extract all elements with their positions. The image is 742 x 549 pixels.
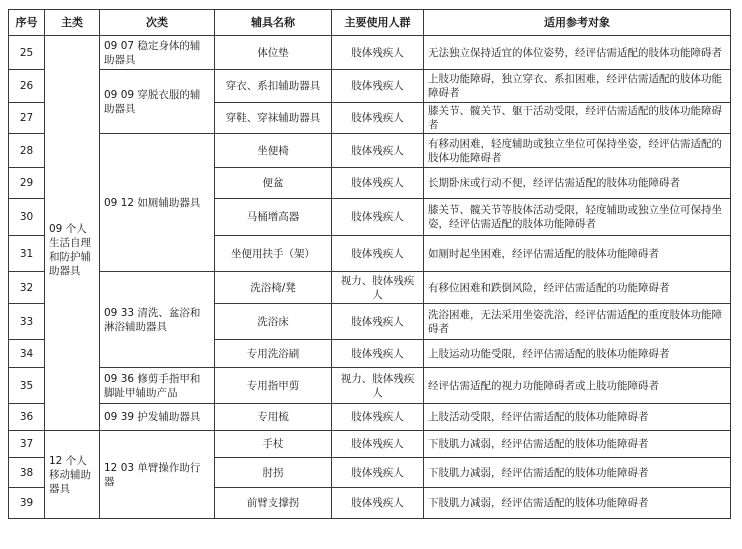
user-group: 视力、肢体残疾人 <box>332 272 424 304</box>
header-sub-class: 次类 <box>100 10 215 36</box>
row-number: 39 <box>9 488 45 519</box>
row-number: 32 <box>9 272 45 304</box>
sub-class-cell: 12 03 单臂操作助行器 <box>100 431 215 519</box>
table-row <box>9 404 731 431</box>
row-number: 34 <box>9 340 45 368</box>
target-description: 上肢功能障碍，独立穿衣、系扣困难，经评估需适配的肢体功能障碍者 <box>424 70 731 103</box>
user-group: 肢体残疾人 <box>332 199 424 236</box>
header-user-group: 主要使用人群 <box>332 10 424 36</box>
sub-class-cell: 09 33 清洗、盆浴和淋浴辅助器具 <box>100 272 215 368</box>
row-number: 27 <box>9 103 45 134</box>
table-row <box>9 431 731 458</box>
sub-class-cell: 09 39 护发辅助器具 <box>100 404 215 431</box>
user-group: 肢体残疾人 <box>332 134 424 168</box>
user-group: 肢体残疾人 <box>332 236 424 272</box>
target-description: 膝关节、髋关节等肢体活动受限，轻度辅助或独立坐位可保持坐姿，经评估需适配的肢体功能障碍者 <box>424 199 731 236</box>
user-group: 肢体残疾人 <box>332 404 424 431</box>
target-description: 如厕时起坐困难，经评估需适配的肢体功能障碍者 <box>424 236 731 272</box>
target-description: 下肢肌力减弱，经评估需适配的肢体功能障碍者 <box>424 431 731 458</box>
header-row <box>9 10 731 36</box>
user-group: 肢体残疾人 <box>332 36 424 70</box>
row-number: 38 <box>9 458 45 488</box>
header-target: 适用参考对象 <box>424 10 731 36</box>
user-group: 肢体残疾人 <box>332 304 424 340</box>
target-description: 下肢肌力减弱，经评估需适配的肢体功能障碍者 <box>424 488 731 519</box>
header-serial: 序号 <box>9 10 45 36</box>
device-name: 便盆 <box>215 168 332 199</box>
row-number: 29 <box>9 168 45 199</box>
target-description: 上肢活动受限，经评估需适配的肢体功能障碍者 <box>424 404 731 431</box>
row-number: 30 <box>9 199 45 236</box>
user-group: 肢体残疾人 <box>332 431 424 458</box>
device-name: 前臂支撑拐 <box>215 488 332 519</box>
row-number: 28 <box>9 134 45 168</box>
device-name: 专用梳 <box>215 404 332 431</box>
target-description: 下肢肌力减弱，经评估需适配的肢体功能障碍者 <box>424 458 731 488</box>
assistive-devices-table <box>8 9 731 519</box>
device-name: 洗浴床 <box>215 304 332 340</box>
main-class-cell: 12 个人移动辅助器具 <box>45 431 100 519</box>
table-row <box>9 36 731 70</box>
row-number: 37 <box>9 431 45 458</box>
device-name: 穿衣、系扣辅助器具 <box>215 70 332 103</box>
device-name: 专用洗浴刷 <box>215 340 332 368</box>
device-name: 穿鞋、穿袜辅助器具 <box>215 103 332 134</box>
user-group: 肢体残疾人 <box>332 488 424 519</box>
target-description: 长期卧床或行动不便，经评估需适配的肢体功能障碍者 <box>424 168 731 199</box>
user-group: 肢体残疾人 <box>332 103 424 134</box>
row-number: 36 <box>9 404 45 431</box>
sub-class-cell: 09 07 稳定身体的辅助器具 <box>100 36 215 70</box>
row-number: 26 <box>9 70 45 103</box>
table-row <box>9 70 731 103</box>
target-description: 有移动困难，轻度辅助或独立坐位可保持坐姿，经评估需适配的肢体功能障碍者 <box>424 134 731 168</box>
sub-class-cell: 09 36 修剪手指甲和脚趾甲辅助产品 <box>100 368 215 404</box>
device-name: 肘拐 <box>215 458 332 488</box>
device-name: 坐便用扶手（架） <box>215 236 332 272</box>
device-name: 体位垫 <box>215 36 332 70</box>
row-number: 31 <box>9 236 45 272</box>
main-class-cell: 09 个人生活自理和防护辅助器具 <box>45 70 100 431</box>
table-row <box>9 272 731 304</box>
target-description: 洗浴困难，无法采用坐姿洗浴，经评估需适配的重度肢体功能障碍者 <box>424 304 731 340</box>
target-description: 膝关节、髋关节、躯干活动受限，经评估需适配的肢体功能障碍者 <box>424 103 731 134</box>
device-name: 专用指甲剪 <box>215 368 332 404</box>
target-description: 有移位困难和跌倒风险，经评估需适配的功能障碍者 <box>424 272 731 304</box>
user-group: 肢体残疾人 <box>332 340 424 368</box>
row-number: 33 <box>9 304 45 340</box>
table-row <box>9 134 731 168</box>
header-main-class: 主类 <box>45 10 100 36</box>
table-row <box>9 368 731 404</box>
row-number: 35 <box>9 368 45 404</box>
sub-class-cell: 09 09 穿脱衣服的辅助器具 <box>100 70 215 134</box>
user-group: 肢体残疾人 <box>332 458 424 488</box>
row-number: 25 <box>9 36 45 70</box>
target-description: 上肢运动功能受限，经评估需适配的肢体功能障碍者 <box>424 340 731 368</box>
device-name: 马桶增高器 <box>215 199 332 236</box>
user-group: 肢体残疾人 <box>332 168 424 199</box>
user-group: 视力、肢体残疾人 <box>332 368 424 404</box>
target-description: 经评估需适配的视力功能障碍者或上肢功能障碍者 <box>424 368 731 404</box>
sub-class-cell: 09 12 如厕辅助器具 <box>100 134 215 272</box>
device-name: 坐便椅 <box>215 134 332 168</box>
target-description: 无法独立保持适宜的体位姿势，经评估需适配的肢体功能障碍者 <box>424 36 731 70</box>
device-name: 手杖 <box>215 431 332 458</box>
main-class-blank <box>45 36 100 70</box>
device-name: 洗浴椅/凳 <box>215 272 332 304</box>
header-device-name: 辅具名称 <box>215 10 332 36</box>
user-group: 肢体残疾人 <box>332 70 424 103</box>
